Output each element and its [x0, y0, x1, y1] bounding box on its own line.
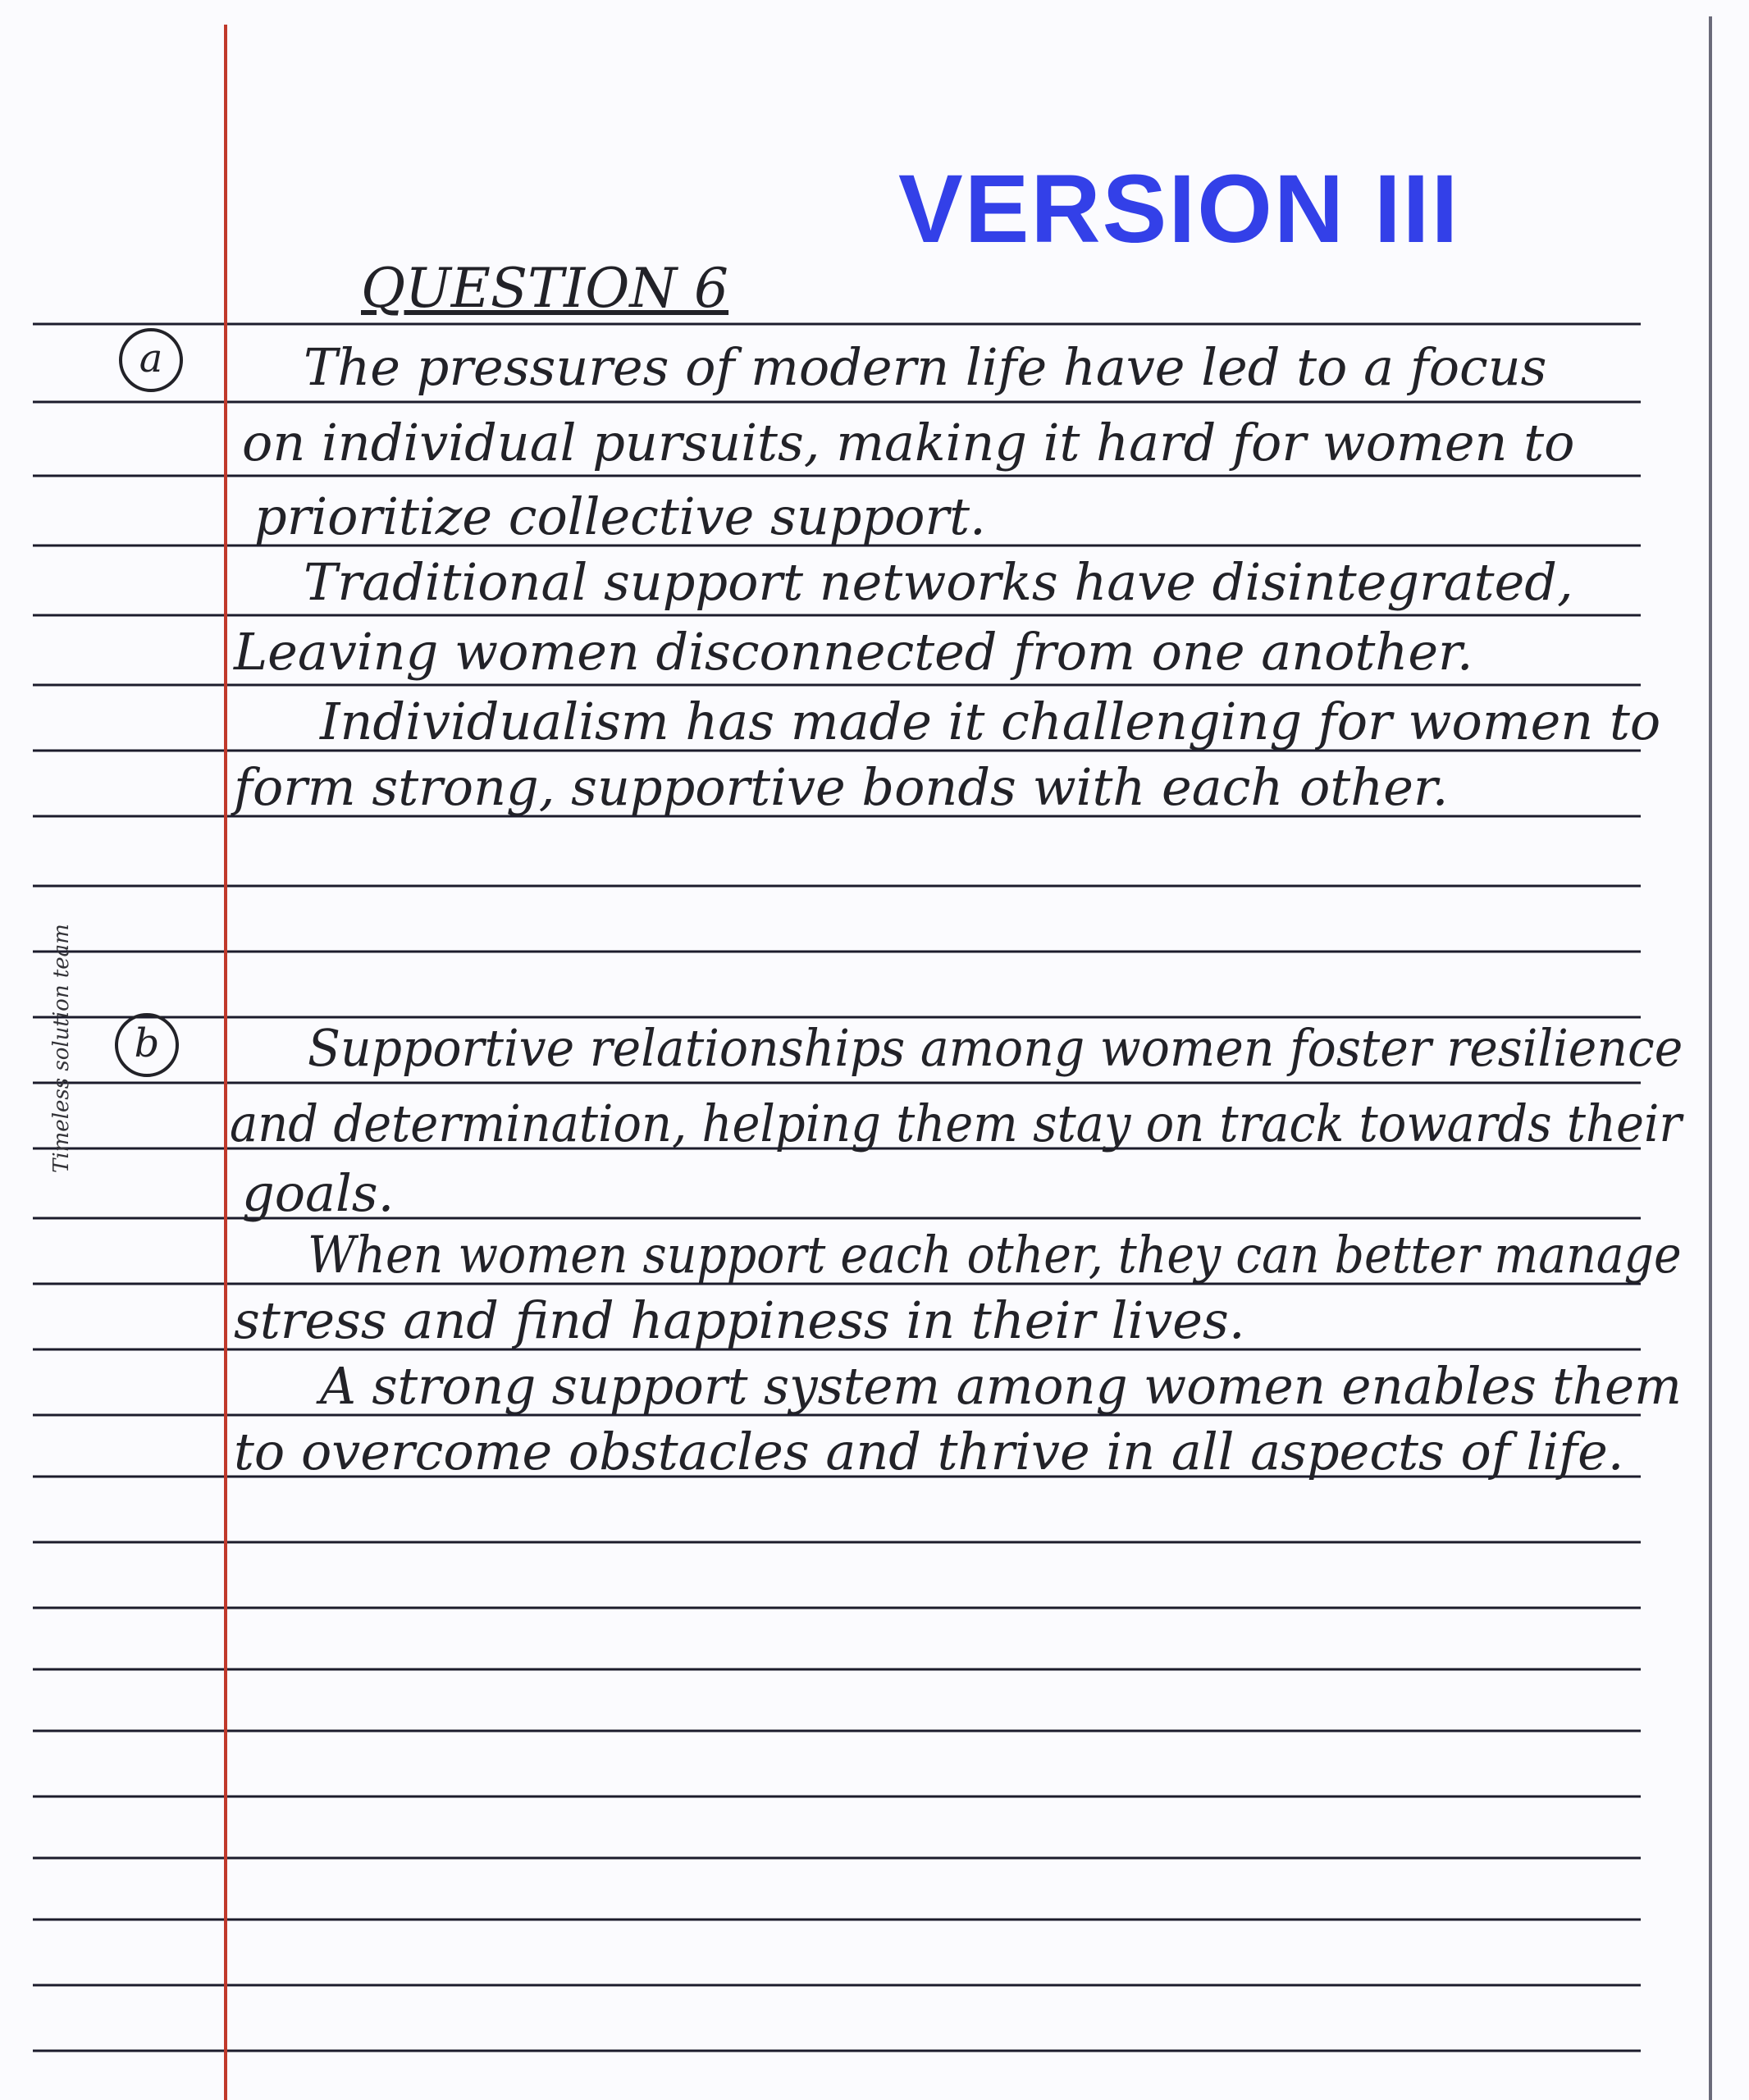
part-a-line-7: form strong, supportive bonds with each other.	[234, 757, 1449, 817]
part-b-line-2: and determination, helping them stay on track towards their	[230, 1093, 1682, 1153]
part-a-line-1: The pressures of modern life have led to a focus	[304, 337, 1547, 397]
part-b-line-4: When women support each other, they can better manage	[308, 1225, 1682, 1285]
version-label: VERSION III	[898, 155, 1460, 263]
part-a-marker: a	[119, 328, 183, 392]
part-a-line-2: on individual pursuits, making it hard for women to	[242, 413, 1575, 472]
margin-note: Timeless solution team	[49, 924, 74, 1173]
part-b-line-6: A strong support system among women enables them	[320, 1356, 1682, 1416]
part-a-line-3: prioritize collective support.	[254, 486, 986, 546]
part-b-marker: b	[115, 1013, 179, 1077]
question-title: QUESTION 6	[361, 257, 729, 320]
part-a-line-4: Traditional support networks have disintegrated,	[304, 552, 1573, 612]
part-b-line-5: stress and find happiness in their lives.	[234, 1290, 1245, 1350]
part-a-line-5: Leaving women disconnected from one another.	[234, 622, 1473, 682]
part-a-line-6: Individualism has made it challenging for women to	[320, 692, 1661, 751]
part-b-line-1: Supportive relationships among women foster resilience	[308, 1018, 1683, 1078]
part-b-line-3: goals.	[242, 1163, 395, 1223]
part-b-line-7: to overcome obstacles and thrive in all aspects of life.	[234, 1422, 1624, 1481]
